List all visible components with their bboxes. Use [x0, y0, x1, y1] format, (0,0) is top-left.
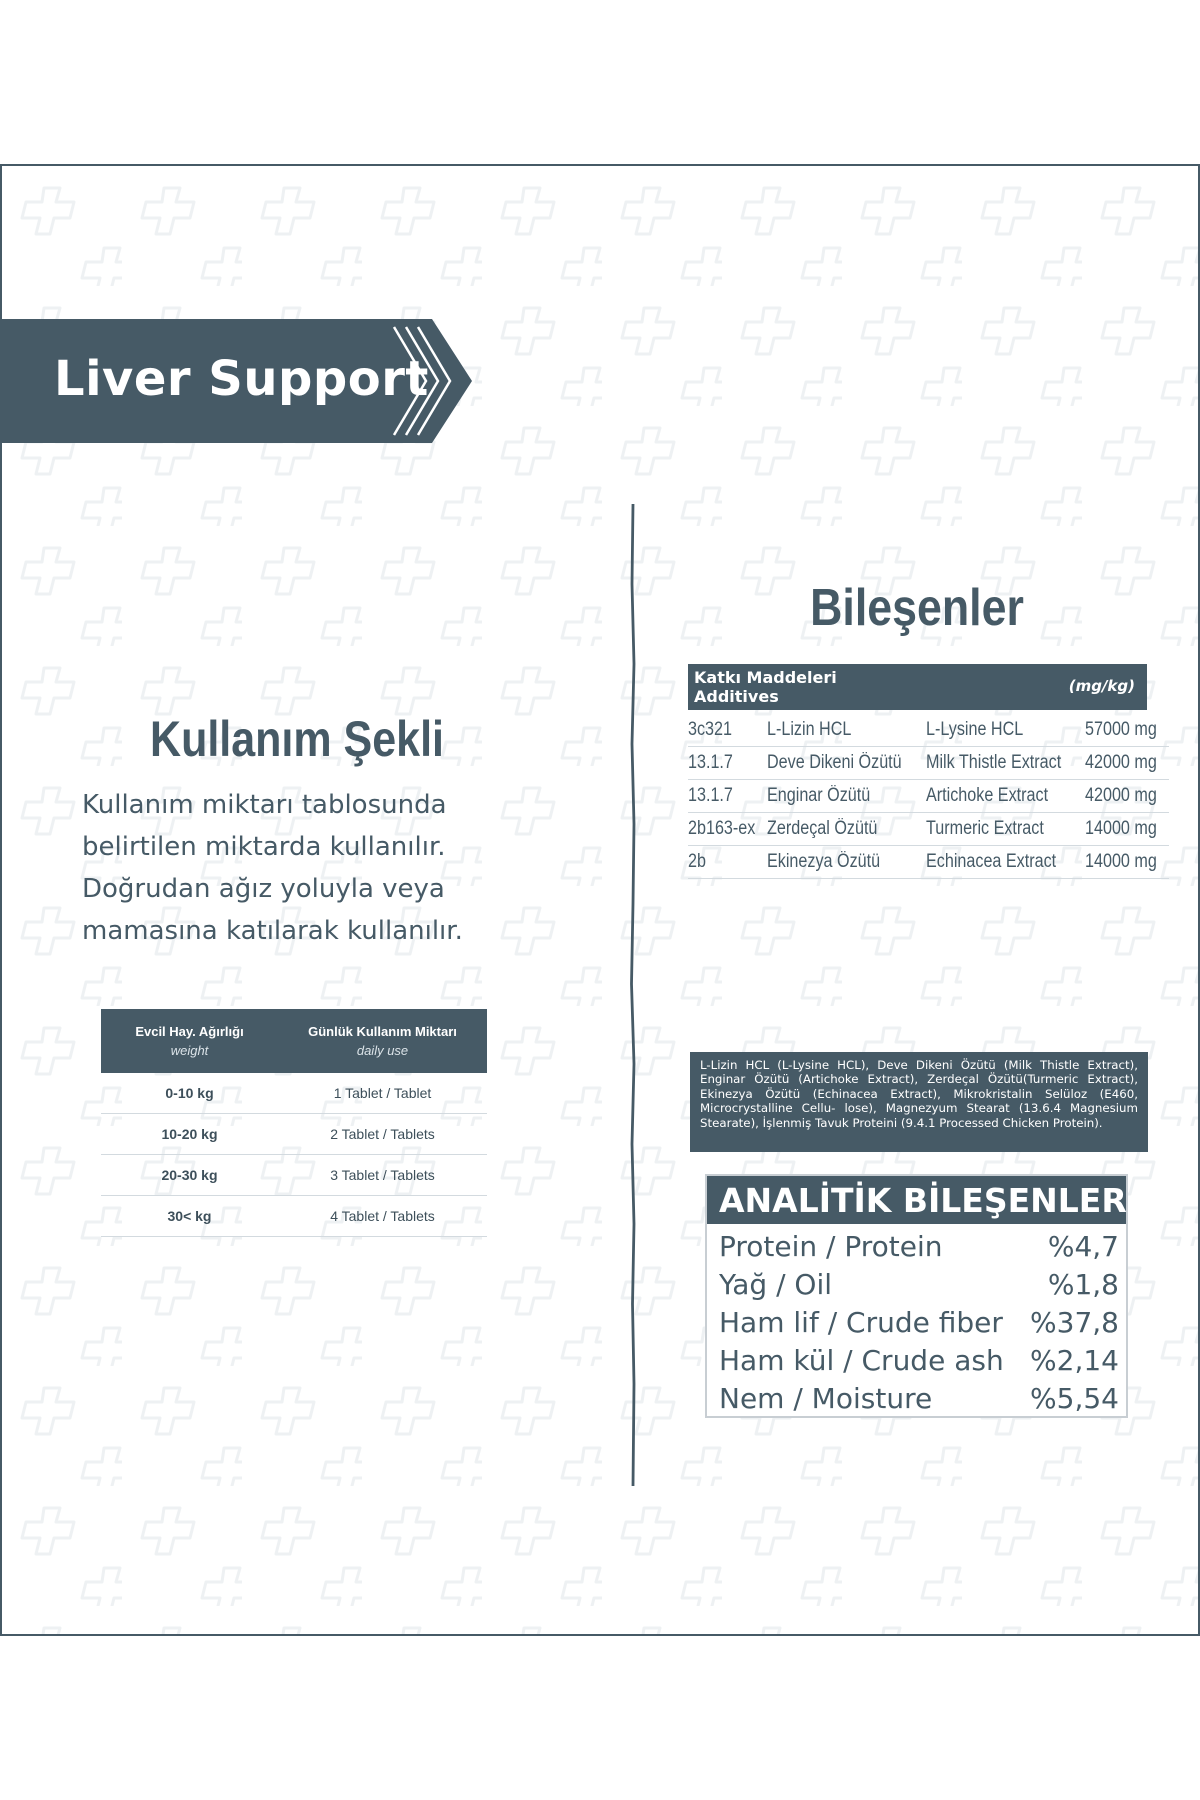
analytics-row	[719, 1306, 1119, 1344]
additive-name-tr	[767, 846, 925, 879]
usage-description-line: Kullanım miktarı tablosunda	[82, 790, 447, 820]
usage-title: Kullanım Şekli	[150, 711, 444, 767]
table-row	[688, 813, 1169, 846]
analytics-row	[719, 1230, 1119, 1268]
additive-code	[688, 747, 767, 780]
dosage-header-amount	[278, 1009, 487, 1073]
additive-name-en	[926, 714, 1085, 747]
analytics-value: %4,7	[1047, 1230, 1119, 1263]
table-row	[688, 780, 1169, 813]
additive-name-en	[926, 846, 1085, 879]
page-frame	[0, 164, 1200, 1636]
table-row	[101, 1155, 487, 1196]
banner-title: Liver Support	[54, 351, 429, 407]
additive-amount	[1085, 813, 1170, 846]
dosage-header-label: Evcil Hay. Ağırlığı	[135, 1024, 244, 1039]
dosage-amount: 4 Tablet / Tablets	[278, 1196, 487, 1237]
additive-code	[688, 780, 767, 813]
table-row	[101, 1196, 487, 1237]
additive-name-en-text: Echinacea Extract	[925, 851, 1056, 872]
usage-description-line: mamasına katılarak kullanılır.	[82, 916, 463, 946]
additive-amount-text: 14000 mg	[1084, 851, 1157, 872]
dosage-header-label: Günlük Kullanım Miktarı	[308, 1024, 457, 1039]
additives-header	[688, 664, 1147, 710]
additive-amount-text: 57000 mg	[1084, 719, 1157, 740]
additive-amount	[1085, 747, 1170, 780]
table-row	[688, 714, 1169, 747]
additive-name-en	[926, 747, 1085, 780]
analytics-title: ANALİTİK BİLEŞENLER	[719, 1181, 1127, 1220]
dosage-table	[101, 1009, 487, 1237]
additive-name-en-text: L-Lysine HCL	[925, 719, 1023, 740]
additive-name-tr	[767, 747, 925, 780]
dosage-weight: 20-30 kg	[101, 1155, 278, 1196]
additive-code-text: 2b	[688, 851, 706, 872]
dosage-header-weight	[101, 1009, 278, 1073]
analytics-row	[719, 1344, 1119, 1382]
dosage-weight: 30< kg	[101, 1196, 278, 1237]
table-row	[688, 747, 1169, 780]
dosage-amount: 2 Tablet / Tablets	[278, 1114, 487, 1155]
additive-amount-text: 42000 mg	[1084, 752, 1157, 773]
dosage-weight: 10-20 kg	[101, 1114, 278, 1155]
ingredients-title: Bileşenler	[810, 579, 1024, 637]
additive-code	[688, 813, 767, 846]
additive-name-en-text: Artichoke Extract	[925, 785, 1048, 806]
dosage-header-sub: weight	[170, 1043, 209, 1058]
analytics-value: %5,54	[1030, 1382, 1119, 1415]
additive-code-text: 13.1.7	[688, 785, 733, 806]
analytics-value: %37,8	[1030, 1306, 1119, 1339]
additive-code-text: 3c321	[688, 719, 733, 740]
column-divider	[630, 504, 636, 1486]
additive-code-text: 2b163-ex	[688, 818, 756, 839]
analytics-name: Nem / Moisture	[719, 1382, 933, 1415]
additives-header-en: Additives	[694, 687, 779, 706]
additives-table	[688, 714, 1169, 879]
additive-name-en	[926, 780, 1085, 813]
analytics-header	[707, 1176, 1126, 1224]
table-row	[688, 846, 1169, 879]
analytics-name: Ham kül / Crude ash	[719, 1344, 1004, 1377]
additive-code	[688, 714, 767, 747]
table-row	[101, 1114, 487, 1155]
additive-name-tr-text: Ekinezya Özütü	[767, 851, 881, 872]
additive-name-tr	[767, 714, 925, 747]
additive-amount	[1085, 780, 1170, 813]
analytics-value: %1,8	[1047, 1268, 1119, 1301]
additive-name-tr-text: Zerdeçal Özütü	[767, 818, 878, 839]
dosage-amount: 3 Tablet / Tablets	[278, 1155, 487, 1196]
table-row	[101, 1073, 487, 1114]
analytics-row	[719, 1268, 1119, 1306]
additive-code-text: 13.1.7	[688, 752, 733, 773]
additive-amount	[1085, 846, 1170, 879]
additive-code	[688, 846, 767, 879]
additives-unit: (mg/kg)	[1068, 677, 1135, 695]
additive-amount-text: 42000 mg	[1084, 785, 1157, 806]
analytics-name: Protein / Protein	[719, 1230, 943, 1263]
additive-name-tr-text: L-Lizin HCL	[767, 719, 852, 740]
additive-name-tr-text: Deve Dikeni Özütü	[767, 752, 902, 773]
additive-name-tr	[767, 813, 925, 846]
analytics-box	[705, 1174, 1128, 1418]
additive-name-en	[926, 813, 1085, 846]
analytics-value: %2,14	[1030, 1344, 1119, 1377]
additive-name-tr-text: Enginar Özütü	[767, 785, 871, 806]
analytics-name: Ham lif / Crude fiber	[719, 1306, 1003, 1339]
additive-name-tr	[767, 780, 925, 813]
composition-text: L-Lizin HCL (L-Lysine HCL), Deve Dikeni Özütü (Milk Thistle Extract), Enginar Özütü (Artichoke Extract), Zerdeçal Özütü(Turmeric Extract), Ekinezya Özütü (Echinacea Extract), Mikrokristalin Selüloz (E460, Microcrystalline Cellu- lose), Magnezyum Stearat (13.6.4 Magnesium Stearate), İşlenmiş Tavuk Proteini (9.4.1 Processed Chicken Protein).	[690, 1052, 1148, 1152]
analytics-row	[719, 1382, 1119, 1420]
dosage-amount: 1 Tablet / Tablet	[278, 1073, 487, 1114]
additives-header-tr: Katkı Maddeleri	[694, 668, 837, 687]
usage-description-line: belirtilen miktarda kullanılır.	[82, 832, 446, 862]
additive-name-en-text: Turmeric Extract	[925, 818, 1044, 839]
dosage-header-sub: daily use	[356, 1043, 409, 1058]
additive-name-en-text: Milk Thistle Extract	[925, 752, 1061, 773]
dosage-weight: 0-10 kg	[101, 1073, 278, 1114]
analytics-name: Yağ / Oil	[719, 1268, 833, 1301]
usage-description	[82, 784, 542, 952]
additive-amount	[1085, 714, 1170, 747]
additive-amount-text: 14000 mg	[1084, 818, 1157, 839]
usage-description-line: Doğrudan ağız yoluyla veya	[82, 874, 445, 904]
